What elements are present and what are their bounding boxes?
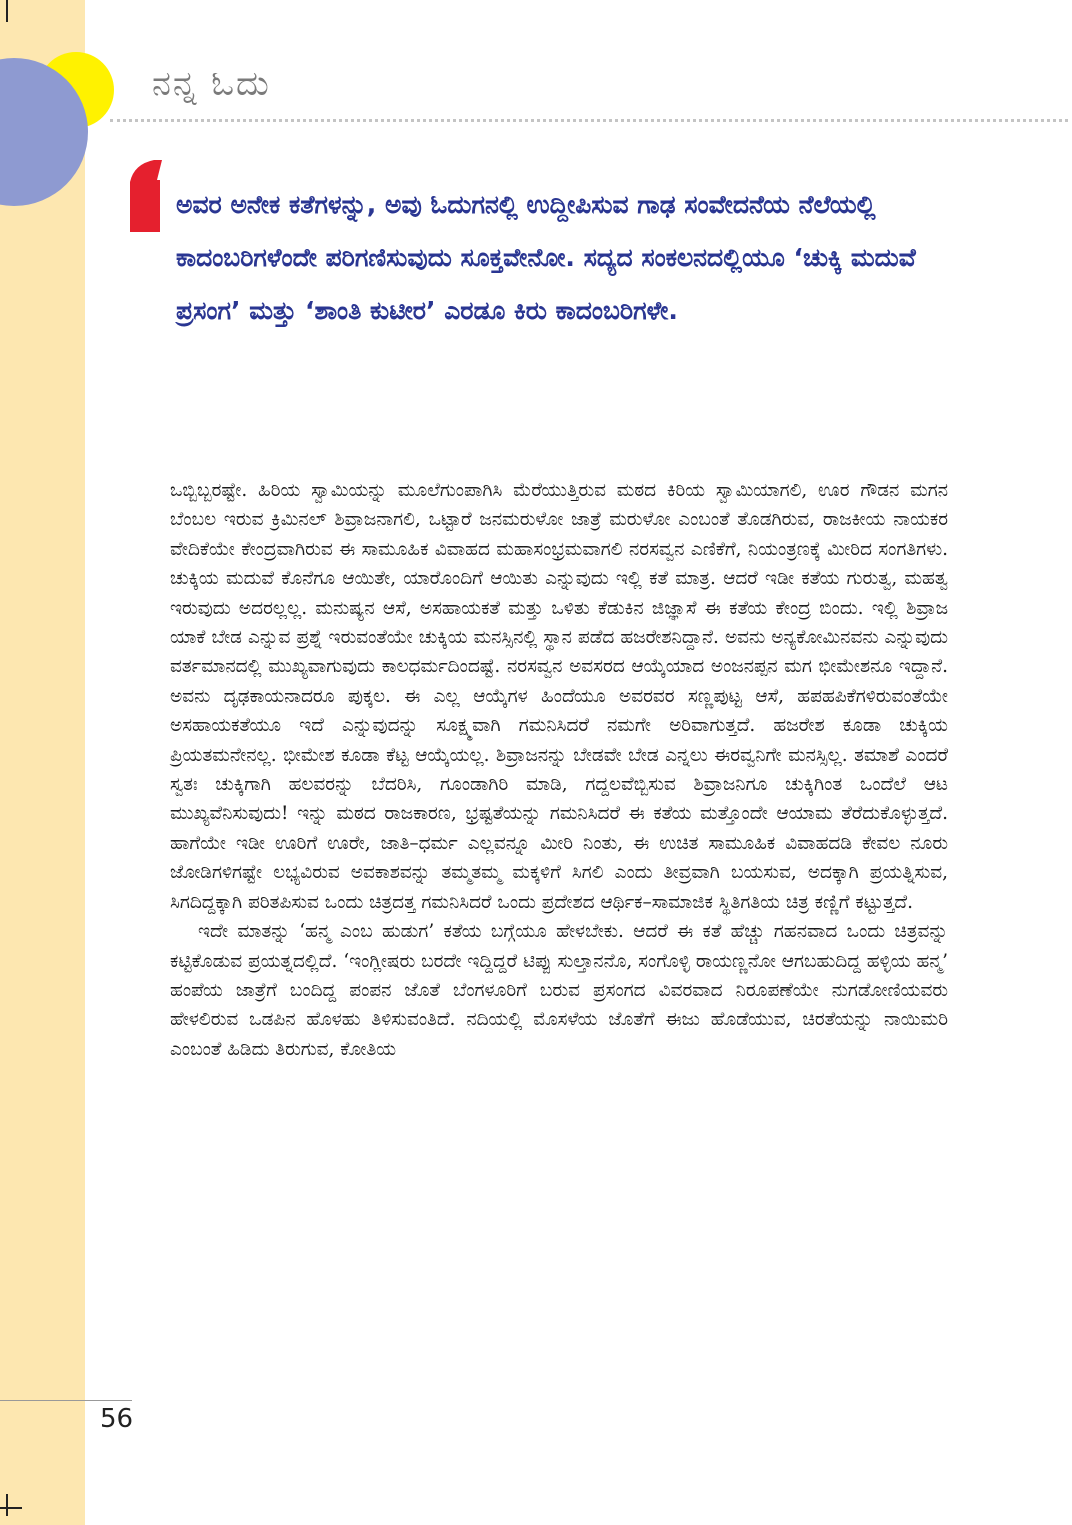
article-body (170, 476, 948, 1064)
pull-quote: ಅವರ ಅನೇಕ ಕತೆಗಳನ್ನು, ಅವು ಓದುಗನಲ್ಲಿ ಉದ್ದೀಪಿಸುವ ಗಾಢ ಸಂವೇದನೆಯ ನೆಲೆಯಲ್ಲಿ ಕಾದಂಬರಿಗಳೆಂದೇ ಪರಿಗಣಿಸುವುದು ಸೂಕ್ತವೇನೋ. ಸದ್ಯದ ಸಂಕಲನದಲ್ಲಿಯೂ ‘ಚುಕ್ಕಿ ಮದುವೆ ಪ್ರಸಂಗ’ ಮತ್ತು ‘ಶಾಂತಿ ಕುಟೀರ’ ಎರಡೂ ಕಿರು ಕಾದಂಬರಿಗಳೇ. (176, 190, 916, 325)
header-divider (110, 119, 1068, 122)
side-decor-strip (0, 0, 85, 1525)
crop-mark (6, 1494, 8, 1516)
body-paragraph: ಒಬ್ಬಿಬ್ಬರಷ್ಟೇ. ಹಿರಿಯ ಸ್ವಾಮಿಯನ್ನು ಮೂಲೆಗುಂಪಾಗಿಸಿ ಮೆರೆಯುತ್ತಿರುವ ಮಠದ ಕಿರಿಯ ಸ್ವಾಮಿಯಾಗಲಿ, ಊರ ಗೌಡನ ಮಗನ ಬೆಂಬಲ ಇರುವ ಕ್ರಿಮಿನಲ್ ಶಿವ್ರಾಜನಾಗಲಿ, ಒಟ್ಟಾರೆ ಜನಮರುಳೋ ಜಾತ್ರೆ ಮರುಳೋ ಎಂಬಂತೆ ತೊಡಗಿರುವ, ರಾಜಕೀಯ ನಾಯಕರ ವೇದಿಕೆಯೇ ಕೇಂದ್ರವಾಗಿರುವ ಈ ಸಾಮೂಹಿಕ ವಿವಾಹದ ಮಹಾಸಂಭ್ರಮವಾಗಲಿ ನರಸವ್ವನ ಎಣಿಕೆಗೆ, ನಿಯಂತ್ರಣಕ್ಕೆ ಮೀರಿದ ಸಂಗತಿಗಳು. ಚುಕ್ಕಿಯ ಮದುವೆ ಕೊನೆಗೂ ಆಯಿತೇ, ಯಾರೊಂದಿಗೆ ಆಯಿತು ಎನ್ನುವುದು ಇಲ್ಲಿ ಕತೆ ಮಾತ್ರ. ಆದರೆ ಇಡೀ ಕತೆಯ ಗುರುತ್ವ, ಮಹತ್ವ ಇರುವುದು ಅದರಲ್ಲಲ್ಲ. ಮನುಷ್ಯನ ಆಸೆ, ಅಸಹಾಯಕತೆ ಮತ್ತು ಒಳಿತು ಕೆಡುಕಿನ ಜಿಜ್ಞಾಸೆ ಈ ಕತೆಯ ಕೇಂದ್ರ ಬಿಂದು. ಇಲ್ಲಿ ಶಿವ್ರಾಜ ಯಾಕೆ ಬೇಡ ಎನ್ನುವ ಪ್ರಶ್ನೆ ಇರುವಂತೆಯೇ ಚುಕ್ಕಿಯ ಮನಸ್ಸಿನಲ್ಲಿ ಸ್ಥಾನ ಪಡೆದ ಹಜರೇಶನಿದ್ದಾನೆ. ಅವನು ಅನ್ಯಕೋಮಿನವನು ಎನ್ನುವುದು ವರ್ತಮಾನದಲ್ಲಿ ಮುಖ್ಯವಾಗುವುದು ಕಾಲಧರ್ಮದಿಂದಷ್ಟೆ. ನರಸವ್ವನ ಅವಸರದ ಆಯ್ಕೆಯಾದ ಅಂಜನಪ್ಪನ ಮಗ ಭೀಮೇಶನೂ ಇದ್ದಾನೆ. ಅವನು ದೃಢಕಾಯನಾದರೂ ಪುಕ್ಕಲ. ಈ ಎಲ್ಲ ಆಯ್ಕೆಗಳ ಹಿಂದೆಯೂ ಅವರವರ ಸಣ್ಣಪುಟ್ಟ ಆಸೆ, ಹಪಹಪಿಕೆಗಳಿರುವಂತೆಯೇ ಅಸಹಾಯಕತೆಯೂ ಇದೆ ಎನ್ನುವುದನ್ನು ಸೂಕ್ಷ್ಮವಾಗಿ ಗಮನಿಸಿದರೆ ನಮಗೇ ಅರಿವಾಗುತ್ತದೆ. ಹಜರೇಶ ಕೂಡಾ ಚುಕ್ಕಿಯ ಪ್ರಿಯತಮನೇನಲ್ಲ. ಭೀಮೇಶ ಕೂಡಾ ಕೆಟ್ಟ ಆಯ್ಕೆಯಲ್ಲ. ಶಿವ್ರಾಜನನ್ನು ಬೇಡವೇ ಬೇಡ ಎನ್ನಲು ಈರವ್ವನಿಗೇ ಮನಸ್ಸಿಲ್ಲ. ತಮಾಶೆ ಎಂದರೆ ಸ್ವತಃ ಚುಕ್ಕಿಗಾಗಿ ಹಲವರನ್ನು ಬೆದರಿಸಿ, ಗೂಂಡಾಗಿರಿ ಮಾಡಿ, ಗದ್ದಲವೆಬ್ಬಿಸುವ ಶಿವ್ರಾಜನಿಗೂ ಚುಕ್ಕಿಗಿಂತ ಒಂದೆಲೆ ಆಟ ಮುಖ್ಯವೆನಿಸುವುದು! ಇನ್ನು ಮಠದ ರಾಜಕಾರಣ, ಭ್ರಷ್ಟತೆಯನ್ನು ಗಮನಿಸಿದರೆ ಈ ಕತೆಯ ಮತ್ತೊಂದೇ ಆಯಾಮ ತೆರೆದುಕೊಳ್ಳುತ್ತದೆ. ಹಾಗೆಯೇ ಇಡೀ ಊರಿಗೆ ಊರೇ, ಜಾತಿ–ಧರ್ಮ ಎಲ್ಲವನ್ನೂ ಮೀರಿ ನಿಂತು, ಈ ಉಚಿತ ಸಾಮೂಹಿಕ ವಿವಾಹದಡಿ ಕೇವಲ ನೂರು ಜೋಡಿಗಳಿಗಷ್ಟೇ ಲಭ್ಯವಿರುವ ಅವಕಾಶವನ್ನು ತಮ್ಮತಮ್ಮ ಮಕ್ಕಳಿಗೆ ಸಿಗಲಿ ಎಂದು ತೀವ್ರವಾಗಿ ಬಯಸುವ, ಅದಕ್ಕಾಗಿ ಪ್ರಯತ್ನಿಸುವ, ಸಿಗದಿದ್ದಕ್ಕಾಗಿ ಪರಿತಪಿಸುವ ಒಂದು ಚಿತ್ರದತ್ತ ಗಮನಿಸಿದರೆ ಒಂದು ಪ್ರದೇಶದ ಆರ್ಥಿಕ–ಸಾಮಾಜಿಕ ಸ್ಥಿತಿಗತಿಯ ಚಿತ್ರ ಕಣ್ಣಿಗೆ ಕಟ್ಟುತ್ತದೆ. (170, 480, 948, 913)
body-paragraph: ಇದೇ ಮಾತನ್ನು ‘ಹನ್ಮ ಎಂಬ ಹುಡುಗ’ ಕತೆಯ ಬಗ್ಗೆಯೂ ಹೇಳಬೇಕು. ಆದರೆ ಈ ಕತೆ ಹೆಚ್ಚು ಗಹನವಾದ ಒಂದು ಚಿತ್ರವನ್ನು ಕಟ್ಟಿಕೊಡುವ ಪ್ರಯತ್ನದಲ್ಲಿದೆ. ‘ಇಂಗ್ಲೀಷರು ಬರದೇ ಇದ್ದಿದ್ದರೆ ಟಿಪ್ಪು ಸುಲ್ತಾನನೊ, ಸಂಗೊಳ್ಳಿ ರಾಯಣ್ಣನೋ ಆಗಬಹುದಿದ್ದ ಹಳ್ಳಿಯ ಹನ್ಮ’ ಹಂಪೆಯ ಜಾತ್ರೆಗೆ ಬಂದಿದ್ದ ಪಂಪನ ಜೊತೆ ಬೆಂಗಳೂರಿಗೆ ಬರುವ ಪ್ರಸಂಗದ ವಿವರವಾದ ನಿರೂಪಣೆಯೇ ನುಗಡೋಣಿಯವರು ಹೇಳಲಿರುವ ಒಡಪಿನ ಹೊಳಹು ತಿಳಿಸುವಂತಿದೆ. ನದಿಯಲ್ಲಿ ಮೊಸಳೆಯ ಜೊತೆಗೆ ಈಜು ಹೊಡೆಯುವ, ಚಿರತೆಯನ್ನು ನಾಯಿಮರಿ ಎಂಬಂತೆ ಹಿಡಿದು ತಿರುಗುವ, ಕೋತಿಯ (170, 921, 948, 1060)
crop-mark (0, 1507, 22, 1509)
quote-icon (124, 158, 166, 234)
footer-rule (0, 1400, 132, 1401)
page-number: 56 (100, 1404, 134, 1434)
section-title: ನನ್ನ ಓದು (152, 64, 271, 104)
crop-mark (6, 0, 8, 22)
